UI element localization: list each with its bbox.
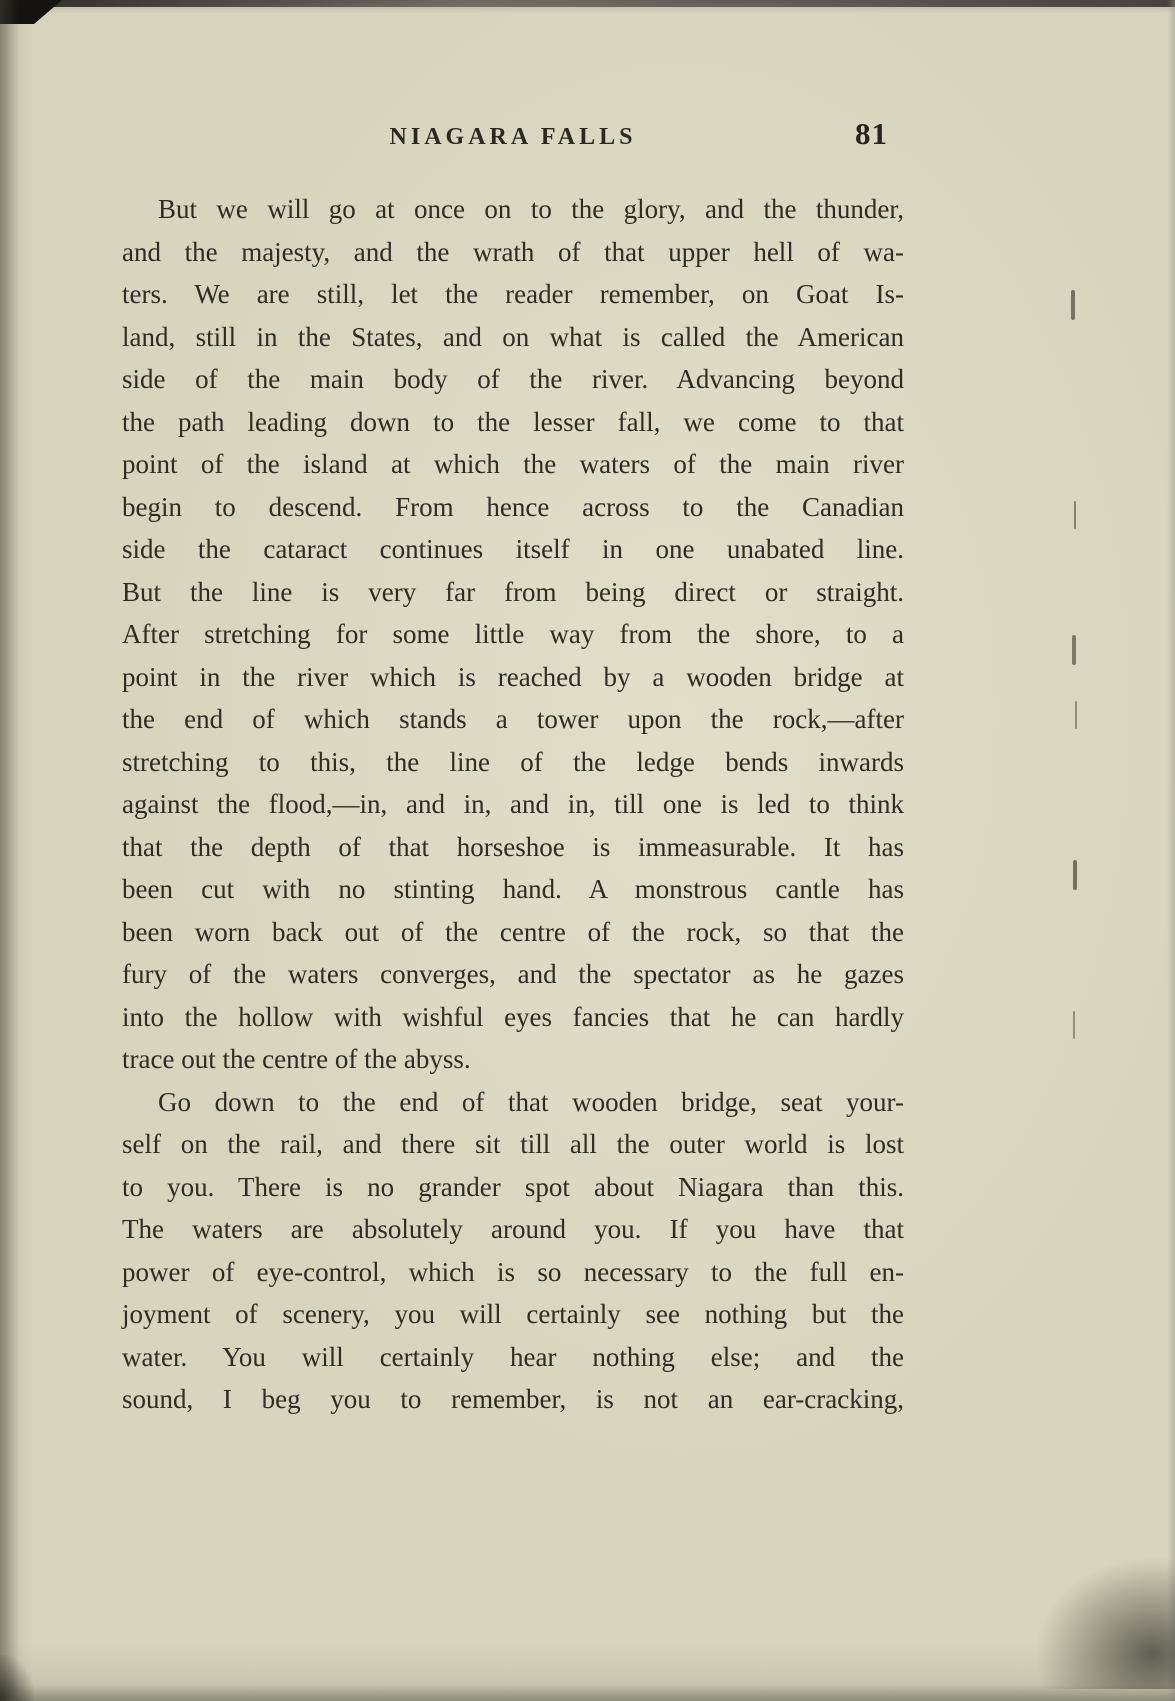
- page-content: [122, 116, 904, 1421]
- text-line: begin to descend. From hence across to the Canadian: [122, 491, 904, 522]
- text-line: But we will go at once on to the glory, and the thunder,: [158, 194, 904, 224]
- text-line: water. You will certainly hear nothing else; and the: [122, 1341, 904, 1372]
- scan-corner-bottom-left: [0, 1655, 34, 1701]
- text-line: fury of the waters converges, and the spectator as he gazes: [122, 959, 904, 989]
- running-title: NIAGARA FALLS: [389, 124, 637, 150]
- text-line: ters. We are still, let the reader remember, on Goat Is-: [122, 279, 904, 309]
- text-line: side the cataract continues itself in one unabated line.: [122, 534, 904, 564]
- page-header: [122, 116, 904, 166]
- scan-corner-top-left: [0, 0, 62, 24]
- text-line: Go down to the end of that wooden bridge, seat your-: [158, 1086, 904, 1117]
- page-number: 81: [855, 116, 888, 151]
- text-line: against the flood,—in, and in, and in, till one is led to think: [122, 789, 904, 819]
- text-line: The waters are absolutely around you. If you have that: [122, 1214, 904, 1244]
- text-line: After stretching for some little way from the shore, to a: [122, 619, 904, 649]
- text-line: joyment of scenery, you will certainly see nothing but the: [122, 1299, 904, 1329]
- text-line: into the hollow with wishful eyes fancies that he can hardly: [122, 1001, 904, 1032]
- text-line: side of the main body of the river. Advancing beyond: [122, 364, 904, 394]
- text-line: But the line is very far from being direct or straight.: [122, 576, 904, 607]
- scan-binding-marks: [1071, 290, 1075, 320]
- text-line: been worn back out of the centre of the rock, so that the: [122, 916, 904, 947]
- scan-edge-right: [1167, 0, 1175, 1701]
- text-line: power of eye-control, which is so necessary to the full en-: [122, 1256, 904, 1287]
- text-line: point of the island at which the waters of the main river: [122, 449, 904, 479]
- text-line: to you. There is no grander spot about Niagara than this.: [122, 1171, 904, 1202]
- paragraph: [122, 188, 904, 1081]
- text-line: stretching to this, the line of the ledge bends inwards: [122, 746, 904, 777]
- scan-edge-top: [0, 0, 1175, 7]
- text-line: that the depth of that horseshoe is immeasurable. It has: [122, 831, 904, 862]
- text-line: the end of which stands a tower upon the rock,—after: [122, 704, 904, 734]
- paragraph: [122, 1081, 904, 1421]
- scan-corner-bottom-right: [1025, 1549, 1175, 1689]
- text-line: the path leading down to the lesser fall, we come to that: [122, 406, 904, 437]
- text-line: and the majesty, and the wrath of that upper hell of wa-: [122, 236, 904, 267]
- scan-edge-left: [0, 0, 20, 1701]
- text-line: point in the river which is reached by a wooden bridge at: [122, 661, 904, 692]
- text-line: trace out the centre of the abyss.: [122, 1044, 471, 1074]
- text-line: self on the rail, and there sit till all the outer world is lost: [122, 1129, 904, 1159]
- page-body: [122, 188, 904, 1421]
- text-line: sound, I beg you to remember, is not an ear-cracking,: [122, 1384, 904, 1414]
- scan-edge-bottom: [0, 1685, 1175, 1701]
- text-line: land, still in the States, and on what is called the American: [122, 321, 904, 352]
- text-line: been cut with no stinting hand. A monstrous cantle has: [122, 874, 904, 904]
